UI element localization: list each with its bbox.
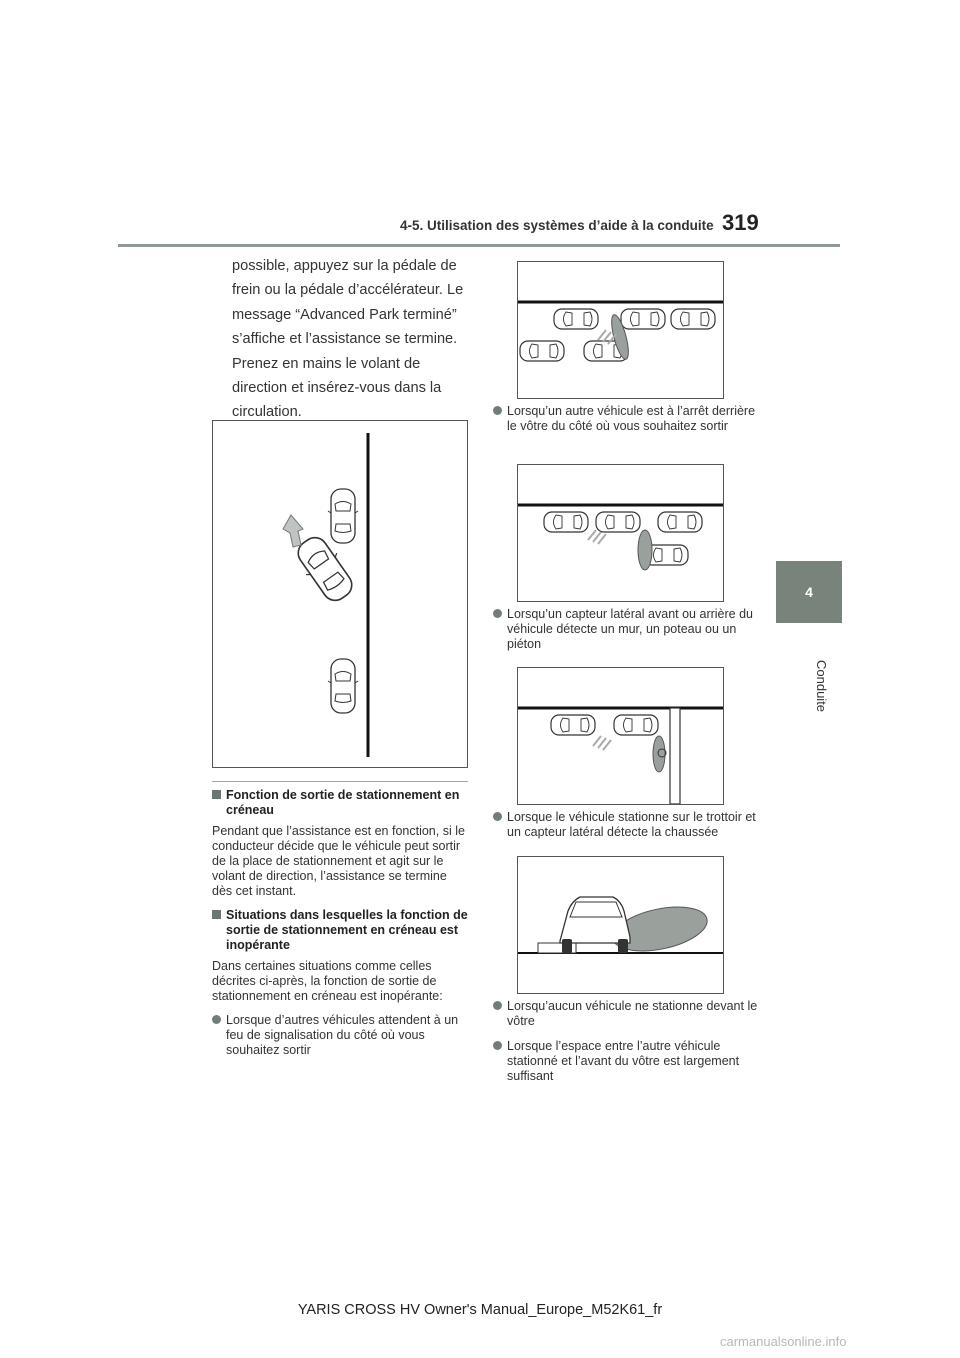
chapter-number: 4 — [805, 584, 813, 600]
watermark: carmanualsonline.info — [720, 1334, 847, 1349]
figure-sidewalk-parking — [517, 667, 724, 805]
round-bullet-icon — [493, 812, 502, 821]
figure-exit-parking — [212, 420, 468, 768]
figure-curb-sensor — [517, 856, 724, 994]
page-number: 319 — [722, 210, 759, 235]
list-item: Lorsque d’autres véhicules attendent à un feu de signalisation du côté où vous souhaitez sortir — [212, 1013, 468, 1058]
footer-manual-id: YARIS CROSS HV Owner's Manual_Europe_M52K61_fr — [297, 1302, 663, 1318]
chapter-label: Conduite — [814, 660, 829, 713]
figure-sensor-detects-obstacle — [517, 464, 724, 602]
square-bullet-icon — [212, 910, 221, 919]
round-bullet-icon — [212, 1015, 221, 1024]
heading-exit-function: Fonction de sortie de stationnement en créneau — [212, 788, 468, 818]
figure-vehicle-stopped-behind — [517, 261, 724, 399]
intro-text: possible, appuyez sur la pédale de frein ou la pédale d’accélérateur. Le message “Advanced Park terminé” s’affiche et l’assistance se termine. Prenez en mains le volant de direction et insérez-vous dans la circulation. — [232, 258, 464, 421]
list-item: Lorsqu’aucun véhicule ne stationne devant le vôtre — [493, 999, 759, 1029]
chapter-tab — [776, 561, 842, 623]
list-item: Lorsque l’espace entre l’autre véhicule stationné et l’avant du vôtre est largement suffisant — [493, 1039, 759, 1084]
header-rule — [118, 244, 840, 247]
round-bullet-icon — [493, 1041, 502, 1050]
square-bullet-icon — [212, 790, 221, 799]
heading-inoperative-situations: Situations dans lesquelles la fonction de sortie de stationnement en créneau est inopérante — [212, 908, 468, 953]
list-item: Lorsqu’un capteur latéral avant ou arrière du véhicule détecte un mur, un poteau ou un piéton — [493, 607, 759, 652]
round-bullet-icon — [493, 406, 502, 415]
section-separator — [212, 781, 468, 782]
list-item: Lorsqu’un autre véhicule est à l’arrêt derrière le vôtre du côté où vous souhaitez sortir — [493, 404, 759, 434]
round-bullet-icon — [493, 1001, 502, 1010]
section-title: 4-5. Utilisation des systèmes d’aide à la conduite — [400, 218, 714, 233]
paragraph-inoperative-situations: Dans certaines situations comme celles décrites ci-après, la fonction de sortie de stationnement en créneau est inopérante: — [212, 959, 443, 1003]
paragraph-exit-function: Pendant que l’assistance est en fonction, si le conducteur décide que le véhicule peut sortir de la place de stationnement et agit sur le volant de direction, l’assistance se termine dès cet instant. — [212, 824, 465, 898]
list-item: Lorsque le véhicule stationne sur le trottoir et un capteur latéral détecte la chaussée — [493, 810, 759, 840]
round-bullet-icon — [493, 609, 502, 618]
